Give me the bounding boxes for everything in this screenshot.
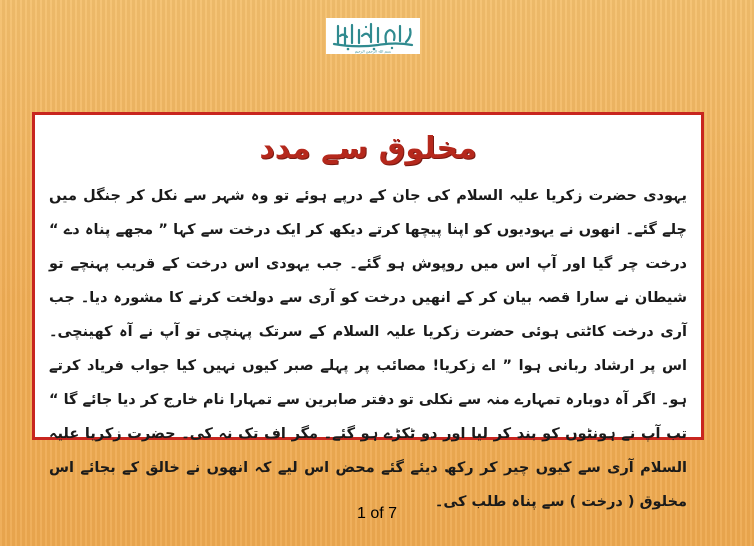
content-panel <box>32 112 704 510</box>
page-indicator: 1 of 7 <box>356 505 398 522</box>
bismillah-calligraphy-art <box>326 18 420 54</box>
body-paragraph: یہودی حضرت زکریا علیہ السلام کی جان کے درپے ہوئے تو وہ شہر سے نکل کر جنگل میں چلے گئے۔ انھوں نے یہودیوں کو اپنا پیچھا کرتے دیکھ کر ایک درخت سے کہا ” مجھے پناہ دے “ درخت چر گیا اور آپ اس میں روپوش ہو گئے۔ جب یہودی اس درخت کے قریب پہنچے تو شیطان نے سارا قصہ بیان کر کے انھیں درخت کو آری سے دولخت کرنے کا مشورہ دیا۔ جب آری درخت کاٹتی ہوئی حضرت زکریا علیہ السلام کے سرتک پہنچی تو آپ نے آہ کھینچی۔ اس پر ارشاد ربانی ہوا ” اے زکریا! مصائب پر پہلے صبر کیوں نہیں کیا جواب فریاد کرتے ہو۔ اگر آہ دوبارہ تمہارے منہ سے نکلی تو دفتر صابرین سے تمہارا نام خارج کر دیا جائے گا “ تب آپ نے ہونٹوں کو بند کر لیا اور دو ٹکڑے ہو گئے۔ مگر اف تک نہ کی۔ حضرت زکریا علیہ السلام آری سے کیوں چیر کر رکھ دیئے گئے محض اس لیے کہ انھوں نے خالق کے بجائے اس مخلوق ( درخت ) سے پناہ طلب کی۔ <box>49 188 687 510</box>
page-title: مخلوق سے مدد <box>259 131 477 166</box>
bismillah-text: بسم اللہ الرحمن الرحیم <box>354 49 392 54</box>
bismillah-calligraphy <box>326 18 420 54</box>
